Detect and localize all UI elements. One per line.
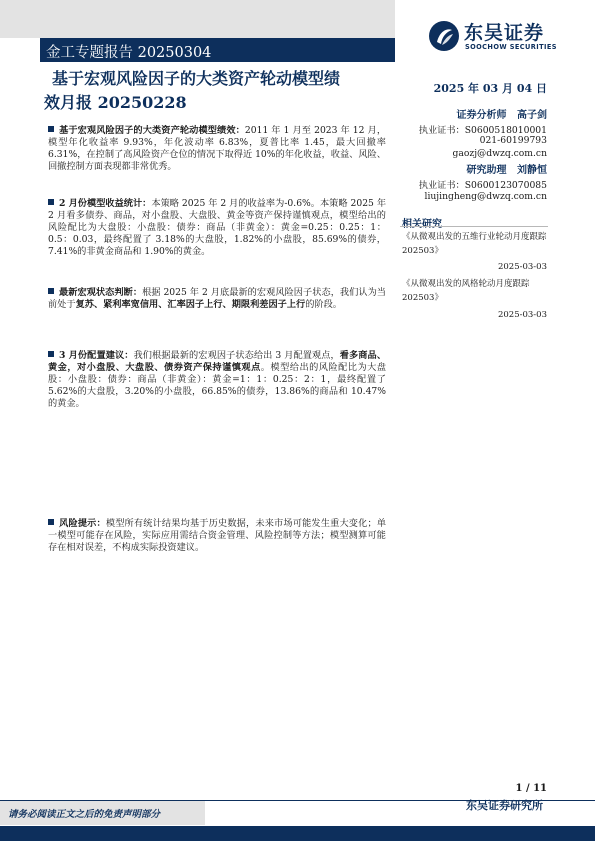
analyst-1-header (457, 106, 547, 121)
analyst-1-name: 高子剑 (517, 110, 547, 121)
bullet-square-icon (48, 126, 54, 132)
bullet-lead: 风险提示： (59, 518, 106, 529)
bullet-lead: 3 月份配置建议： (59, 350, 134, 361)
bullet-body: 本策略 2025 年 2 月的收益率为-0.6%。本策略 2025 年 2 月看多债券、商品，对小盘股、大盘股、黄金等资产保持谨慎观点，模型给出的风险配比为大盘股：小盘股：债券：商品（非黄金）：黄金=0.25：0.25：1：0.5：0.03，最终配置了 3.18%的大盘股，1.82%的小盘股，85.69%的债券，7.41%的非黄金商品和 1.90%的黄金。 (48, 198, 387, 257)
bullet-end: 的阶段。 (305, 298, 342, 310)
footer-company: 东吴证券研究所 (466, 799, 543, 812)
related-item-1-date: 2025-03-03 (497, 262, 547, 272)
related-divider (400, 226, 548, 227)
analyst-2-name: 刘静恒 (517, 165, 547, 176)
analyst-1-cert: 执业证书：S0600518010001 (418, 125, 547, 136)
company-logo (428, 20, 558, 56)
disclaimer-text: 请务必阅读正文之后的免责声明部分 (8, 809, 161, 820)
bullet-emphasis: 复苏、紧利率宽信用、汇率因子上行、期限利差因子上行 (75, 298, 306, 310)
analyst-2-role: 研究助理 (466, 165, 507, 176)
bullet-body: 根据 2025 年 2 月底最新的宏观风险因子状态，我们认为当前处于 (48, 287, 386, 310)
analyst-2-email[interactable]: liujingheng@dwzq.com.cn (424, 191, 547, 202)
bullet-body: 我们根据最新的宏观因子状态给出 3 月配置观点， (133, 350, 340, 361)
bullet-square-icon (48, 288, 54, 294)
logo-mark-icon (428, 20, 460, 52)
bottom-navy-band (0, 826, 595, 841)
bullet-square-icon (48, 519, 54, 525)
bullet-body: 2011 年 1 月至 2023 年 12 月，模型年化收益率 9.93%，年化波动率 6.83%，夏普比率 1.45，最大回撤率 6.31%，在控制了高风险资产仓位的情况下取得近 10%的年化收益，收益、风险、回撤控制方面表现都非常优秀。 (48, 125, 387, 172)
analyst-2-cert: 执业证书：S0600123070085 (418, 180, 547, 191)
bullet-lead: 2 月份模型收益统计： (59, 198, 152, 209)
related-item-2-date: 2025-03-03 (497, 310, 547, 320)
report-title-line-1: 基于宏观风险因子的大类资产轮动模型绩 (52, 69, 341, 88)
bullet-macro-state (48, 287, 386, 311)
analyst-1-email[interactable]: gaozj@dwzq.com.cn (452, 148, 547, 159)
bullet-square-icon (48, 351, 54, 357)
analyst-1-role: 证券分析师 (456, 110, 507, 121)
bullet-feb-stats (48, 198, 386, 258)
analyst-2-header (467, 161, 547, 176)
header-gray-band (0, 0, 395, 38)
logo-text-en: SOOCHOW SECURITIES (465, 43, 557, 51)
analyst-1-phone: 021-60199793 (479, 135, 547, 146)
bullet-emphasis: 看多商品、黄金，对小盘股、大盘股、债券资产保持谨慎观点 (48, 350, 387, 373)
related-item-1[interactable]: 《从微观出发的五维行业轮动月度跟踪 202503》 (402, 232, 547, 256)
logo-text-cn: 东吴证券 (464, 22, 545, 44)
bullet-end: 。模型给出的风险配比为大盘股：小盘股：债券：商品（非黄金）：黄金=1：1：0.25：2：1，最终配置了 5.62%的大盘股，3.20%的小盘股，66.85%的债券，13.86%的商品和 10.47%的黄金。 (48, 361, 387, 409)
bullet-march-advice (48, 350, 386, 410)
report-date: 2025 年 03 月 04 日 (433, 82, 547, 95)
bullet-model-performance (48, 125, 386, 173)
report-title-line-2: 效月报 20250228 (44, 93, 187, 112)
page-number: 1 / 11 (515, 783, 547, 794)
report-type: 金工专题报告 20250304 (46, 45, 212, 61)
bullet-square-icon (48, 199, 54, 205)
bullet-lead: 最新宏观状态判断： (59, 287, 143, 298)
related-item-2[interactable]: 《从微观出发的风格轮动月度跟踪 202503》 (402, 279, 530, 303)
related-research-title: 相关研究 (402, 219, 442, 230)
bullet-lead: 基于宏观风险因子的大类资产轮动模型绩效： (59, 125, 245, 136)
bullet-body: 模型所有统计结果均基于历史数据，未来市场可能发生重大变化；单一模型可能存在风险，实际应用需结合资金管理、风险控制等方法；模型测算可能存在相对误差，不构成实际投资建议。 (48, 518, 387, 553)
bullet-risk-warning (48, 518, 386, 554)
